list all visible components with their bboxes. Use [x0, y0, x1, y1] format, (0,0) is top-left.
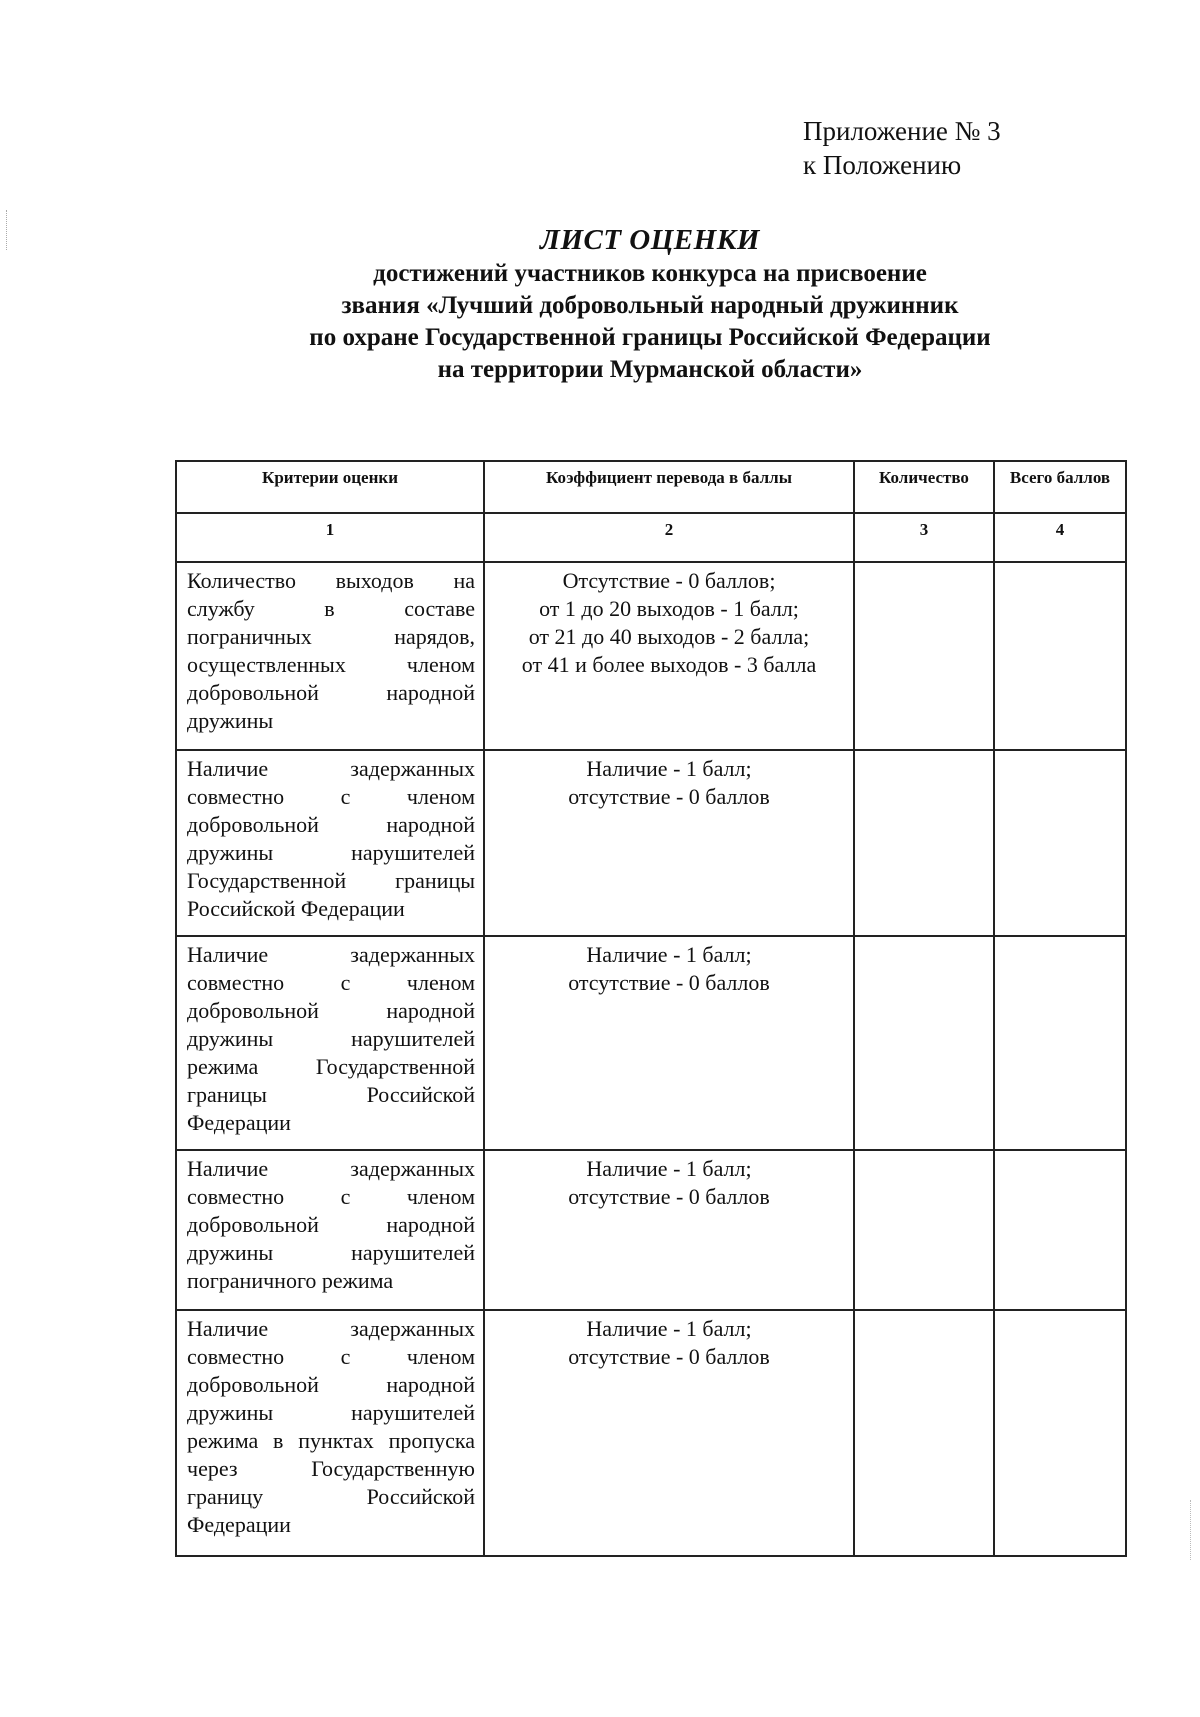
document-title: ЛИСТ ОЦЕНКИ [540, 224, 760, 256]
total-cell[interactable] [994, 562, 1126, 750]
table-row [176, 750, 1126, 936]
header-coefficient: Коэффициент перевода в баллы [484, 461, 854, 513]
quantity-cell[interactable] [854, 1310, 994, 1556]
coefficient-line: отсутствие - 0 баллов [568, 1184, 770, 1209]
criterion-cell: Наличие задержанных совместно с членом добровольной народной дружины нарушителей режима Государственной границы Российской Федерации [176, 936, 484, 1150]
total-cell[interactable] [994, 1310, 1126, 1556]
coefficient-line: от 1 до 20 выходов - 1 балл; [539, 596, 799, 621]
appendix-label [803, 114, 1001, 182]
header-quantity: Количество [854, 461, 994, 513]
margin-scan-marks [6, 210, 9, 250]
quantity-cell[interactable] [854, 936, 994, 1150]
coefficient-line: от 21 до 40 выходов - 2 балла; [528, 624, 810, 649]
coefficient-cell [484, 750, 854, 936]
margin-scan-marks-right [1190, 1500, 1193, 1560]
table-row [176, 562, 1126, 750]
heading-line-3: по охране Государственной границы Российской Федерации [309, 324, 991, 351]
criterion-cell: Наличие задержанных совместно с членом добровольной народной дружины нарушителей режима в пунктах пропуска через Государственную границу Российской Федерации [176, 1310, 484, 1556]
column-number-4: 4 [994, 513, 1126, 562]
total-cell[interactable] [994, 1150, 1126, 1310]
coefficient-line: Наличие - 1 балл; [586, 1156, 752, 1181]
coefficient-line: Наличие - 1 балл; [586, 756, 752, 781]
heading-line-2: звания «Лучший добровольный народный дружинник [341, 292, 959, 319]
coefficient-cell [484, 936, 854, 1150]
table-row [176, 1150, 1126, 1310]
heading-line-1: достижений участников конкурса на присвоение [373, 260, 927, 287]
header-total: Всего баллов [994, 461, 1126, 513]
coefficient-line: отсутствие - 0 баллов [568, 970, 770, 995]
coefficient-line: Отсутствие - 0 баллов; [562, 568, 776, 593]
column-number-1: 1 [176, 513, 484, 562]
table-header-row [176, 461, 1126, 513]
quantity-cell[interactable] [854, 1150, 994, 1310]
coefficient-line: отсутствие - 0 баллов [568, 1344, 770, 1369]
document-heading [240, 222, 1060, 386]
coefficient-line: от 41 и более выходов - 3 балла [521, 652, 817, 677]
criterion-cell: Наличие задержанных совместно с членом добровольной народной дружины нарушителей пограничного режима [176, 1150, 484, 1310]
criterion-cell: Наличие задержанных совместно с членом добровольной народной дружины нарушителей Государственной границы Российской Федерации [176, 750, 484, 936]
quantity-cell[interactable] [854, 562, 994, 750]
table-number-row [176, 513, 1126, 562]
total-cell[interactable] [994, 750, 1126, 936]
evaluation-table [175, 460, 1127, 1557]
table-row [176, 1310, 1126, 1556]
coefficient-line: отсутствие - 0 баллов [568, 784, 770, 809]
appendix-reference: к Положению [803, 150, 962, 180]
header-criteria: Критерии оценки [176, 461, 484, 513]
appendix-number: Приложение № 3 [803, 116, 1001, 146]
column-number-3: 3 [854, 513, 994, 562]
table-row [176, 936, 1126, 1150]
coefficient-cell [484, 562, 854, 750]
coefficient-line: Наличие - 1 балл; [586, 1316, 752, 1341]
coefficient-line: Наличие - 1 балл; [586, 942, 752, 967]
quantity-cell[interactable] [854, 750, 994, 936]
column-number-2: 2 [484, 513, 854, 562]
coefficient-cell [484, 1150, 854, 1310]
heading-line-4: на территории Мурманской области» [437, 356, 863, 383]
criterion-cell: Количество выходов на службу в составе пограничных нарядов, осуществленных членом добровольной народной дружины [176, 562, 484, 750]
total-cell[interactable] [994, 936, 1126, 1150]
coefficient-cell [484, 1310, 854, 1556]
